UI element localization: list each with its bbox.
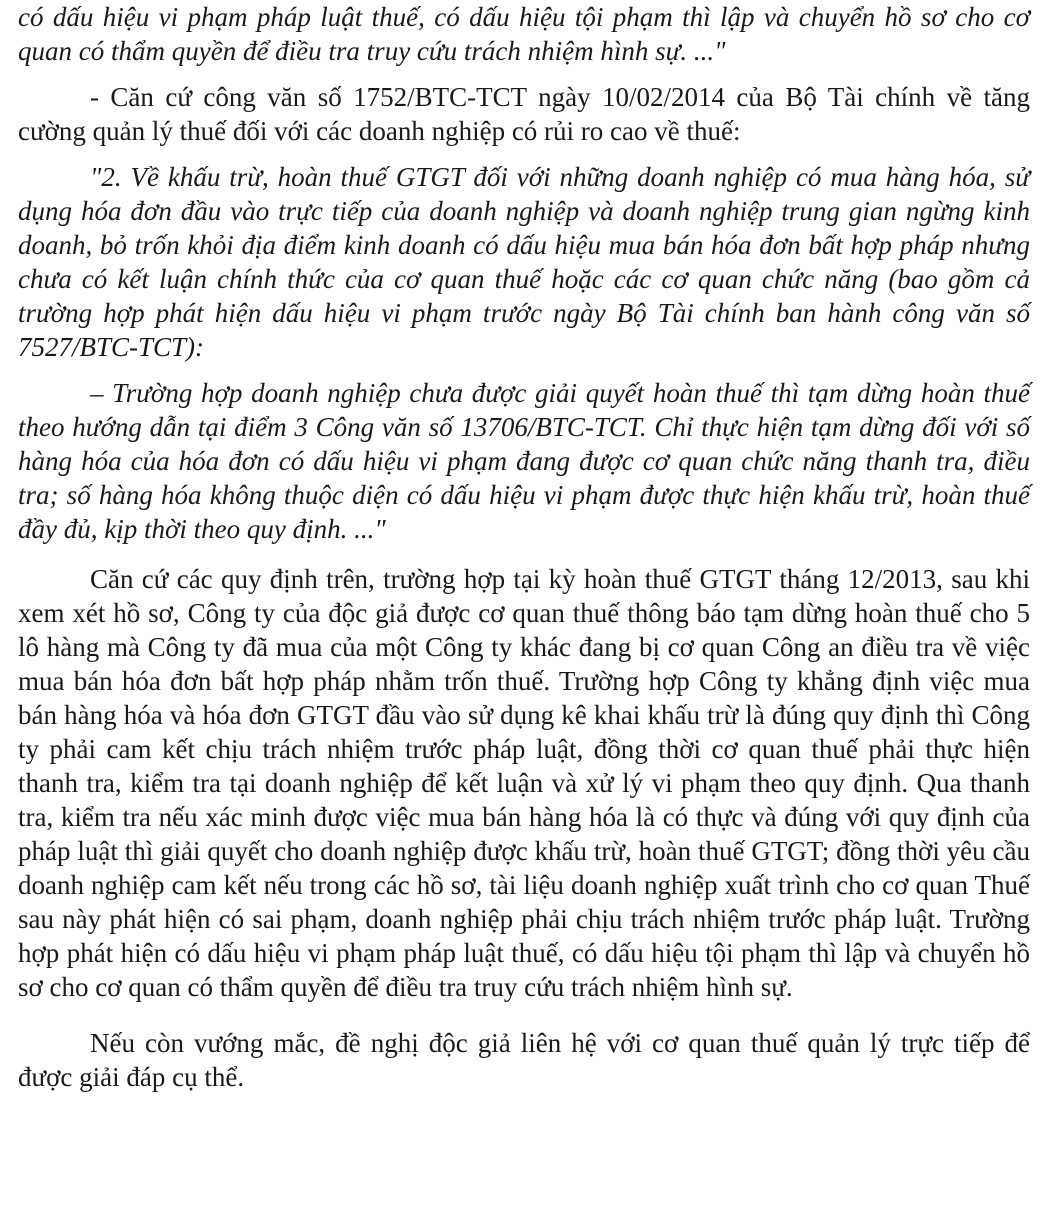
closing-paragraph: Nếu còn vướng mắc, đề nghị độc giả liên hệ với cơ quan thuế quản lý trực tiếp để được giải đáp cụ thể. [18,1028,1030,1092]
legal-basis-paragraph: - Căn cứ công văn số 1752/BTC-TCT ngày 10/02/2014 của Bộ Tài chính về tăng cường quản lý thuế đối với các doanh nghiệp có rủi ro cao về thuế: [18,82,1030,146]
quote-continuation-paragraph: có dấu hiệu vi phạm pháp luật thuế, có dấu hiệu tội phạm thì lập và chuyển hồ sơ cho cơ quan có thẩm quyền để điều tra truy cứu trách nhiệm hình sự. ..." [18,2,1030,66]
quote-section-2-paragraph: "2. Về khấu trừ, hoàn thuế GTGT đối với những doanh nghiệp có mua hàng hóa, sử dụng hóa đơn đầu vào trực tiếp của doanh nghiệp và doanh nghiệp trung gian ngừng kinh doanh, bỏ trốn khỏi địa điểm kinh doanh có dấu hiệu mua bán hóa đơn bất hợp pháp nhưng chưa có kết luận chính thức của cơ quan thuế hoặc các cơ quan chức năng (bao gồm cả trường hợp phát hiện dấu hiệu vi phạm trước ngày Bộ Tài chính ban hành công văn số 7527/BTC-TCT): [18,162,1030,362]
document-page [18,0,1030,1094]
conclusion-paragraph: Căn cứ các quy định trên, trường hợp tại kỳ hoàn thuế GTGT tháng 12/2013, sau khi xem xét hồ sơ, Công ty của độc giả được cơ quan thuế thông báo tạm dừng hoàn thuế cho 5 lô hàng mà Công ty đã mua của một Công ty khác đang bị cơ quan Công an điều tra về việc mua bán hóa đơn bất hợp pháp nhằm trốn thuế. Trường hợp Công ty khẳng định việc mua bán hàng hóa và hóa đơn GTGT đầu vào sử dụng kê khai khấu trừ là đúng quy định thì Công ty phải cam kết chịu trách nhiệm trước pháp luật, đồng thời cơ quan thuế phải thực hiện thanh tra, kiểm tra tại doanh nghiệp để kết luận và xử lý vi phạm theo quy định. Qua thanh tra, kiểm tra nếu xác minh được việc mua bán hàng hóa là có thực và đúng với quy định của pháp luật thì giải quyết cho doanh nghiệp được khấu trừ, hoàn thuế GTGT; đồng thời yêu cầu doanh nghiệp cam kết nếu trong các hồ sơ, tài liệu doanh nghiệp xuất trình cho cơ quan Thuế sau này phát hiện có sai phạm, doanh nghiệp phải chịu trách nhiệm trước pháp luật. Trường hợp phát hiện có dấu hiệu vi phạm pháp luật thuế, có dấu hiệu tội phạm thì lập và chuyển hồ sơ cho cơ quan có thẩm quyền để điều tra truy cứu trách nhiệm hình sự. [18,564,1030,1002]
document-body [18,0,1030,1094]
quote-refund-suspension-paragraph: – Trường hợp doanh nghiệp chưa được giải quyết hoàn thuế thì tạm dừng hoàn thuế theo hướng dẫn tại điểm 3 Công văn số 13706/BTC-TCT. Chỉ thực hiện tạm dừng đối với số hàng hóa của hóa đơn có dấu hiệu vi phạm đang được cơ quan chức năng thanh tra, điều tra; số hàng hóa không thuộc diện có dấu hiệu vi phạm được thực hiện khấu trừ, hoàn thuế đầy đủ, kịp thời theo quy định. ..." [18,378,1030,544]
